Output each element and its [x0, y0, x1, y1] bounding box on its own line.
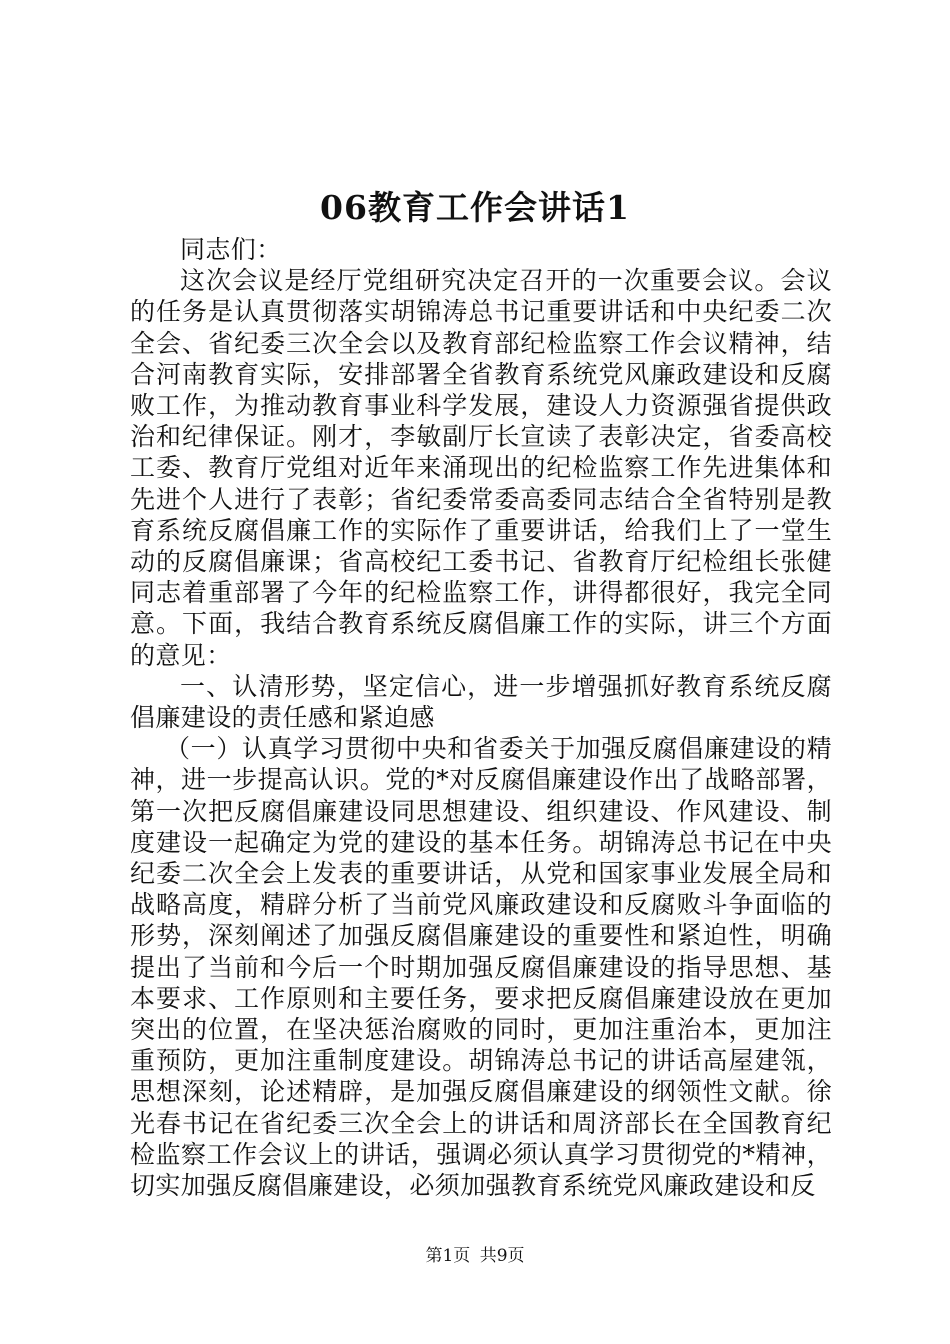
section-heading-1: 一、认清形势，坚定信心，进一步增强抓好教育系统反腐倡廉建设的责任感和紧迫感: [130, 671, 832, 733]
page-footer: [0, 1244, 950, 1268]
page-number: 第1页: [425, 1246, 471, 1266]
paragraph-subsection-1: （一）认真学习贯彻中央和省委关于加强反腐倡廉建设的精神，进一步提高认识。党的*对反腐倡廉建设作出了战略部署，第一次把反腐倡廉建设同思想建设、组织建设、作风建设、制度建设一起确定为党的建设的基本任务。胡锦涛总书记在中央纪委二次全会上发表的重要讲话，从党和国家事业发展全局和战略高度，精辟分析了当前党风廉政建设和反腐败斗争面临的形势，深刻阐述了加强反腐倡廉建设的重要性和紧迫性，明确提出了当前和今后一个时期加强反腐倡廉建设的指导思想、基本要求、工作原则和主要任务，要求把反腐倡廉建设放在更加突出的位置，在坚决惩治腐败的同时，更加注重治本，更加注重预防，更加注重制度建设。胡锦涛总书记的讲话高屋建瓴，思想深刻，论述精辟，是加强反腐倡廉建设的纲领性文献。徐光春书记在省纪委三次全会上的讲话和周济部长在全国教育纪检监察工作会议上的讲话，强调必须认真学习贯彻党的*精神，切实加强反腐倡廉建设，必须加强教育系统党风廉政建设和反: [130, 734, 832, 1201]
document-body: [130, 234, 832, 1201]
greeting: 同志们：: [180, 235, 282, 264]
document-title: 06教育工作会讲话1: [320, 188, 630, 227]
page-total: 共9页: [479, 1246, 525, 1266]
paragraph-intro: 这次会议是经厅党组研究决定召开的一次重要会议。会议的任务是认真贯彻落实胡锦涛总书记重要讲话和中央纪委二次全会、省纪委三次全会以及教育部纪检监察工作会议精神，结合河南教育实际，安排部署全省教育系统党风廉政建设和反腐败工作，为推动教育事业科学发展，建设人力资源强省提供政治和纪律保证。刚才，李敏副厅长宣读了表彰决定，省委高校工委、教育厅党组对近年来涌现出的纪检监察工作先进集体和先进个人进行了表彰；省纪委常委高委同志结合全省特别是教育系统反腐倡廉工作的实际作了重要讲话，给我们上了一堂生动的反腐倡廉课；省高校纪工委书记、省教育厅纪检组长张健同志着重部署了今年的纪检监察工作，讲得都很好，我完全同意。下面，我结合教育系统反腐倡廉工作的实际，讲三个方面的意见：: [130, 266, 832, 670]
